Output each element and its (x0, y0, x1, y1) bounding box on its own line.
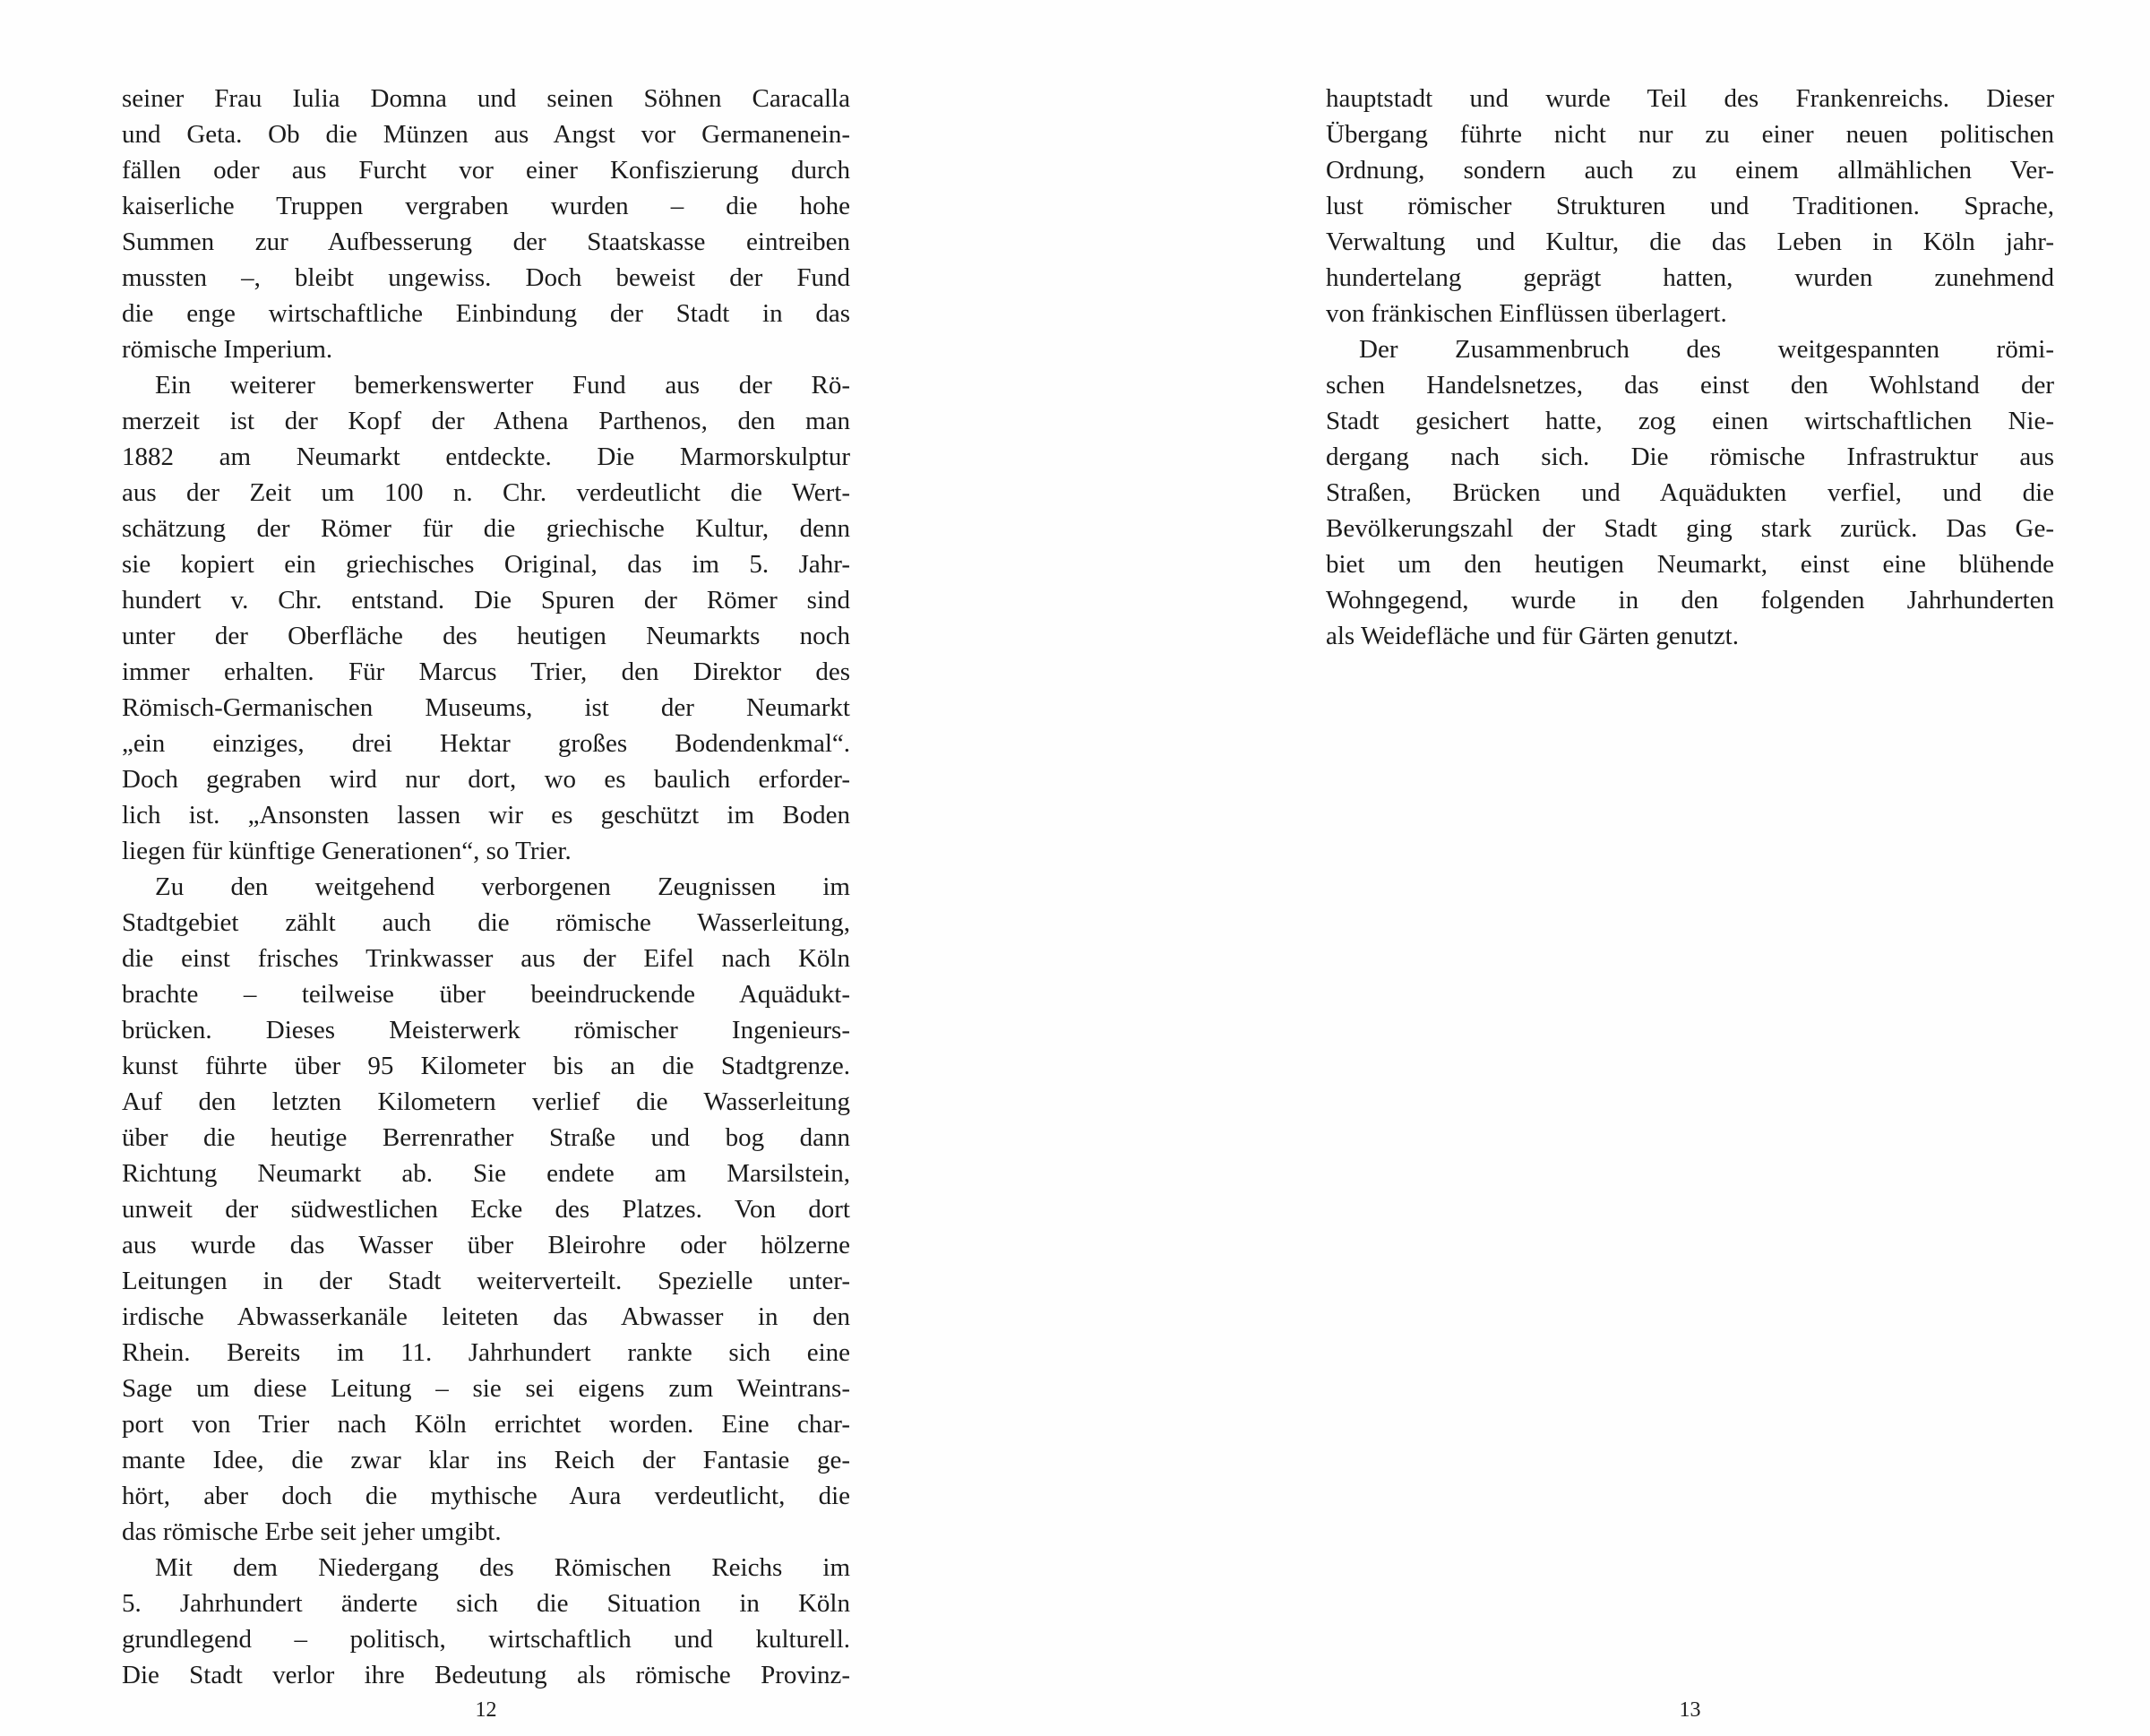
text-line: Wohngegend, wurde in den folgenden Jahrhunderten (1326, 586, 2054, 614)
text-line: mante Idee, die zwar klar ins Reich der Fantasie ge- (122, 1446, 850, 1474)
text-line: biet um den heutigen Neumarkt, einst eine blühende (1326, 550, 2054, 579)
text-line: Mit dem Niedergang des Römischen Reichs im (155, 1553, 850, 1582)
text-line: Verwaltung und Kultur, die das Leben in Köln jahr- (1326, 228, 2054, 256)
paragraph (122, 81, 850, 367)
text-line: Auf den letzten Kilometern verlief die Wasserleitung (122, 1087, 850, 1116)
page-number-right: 13 (1679, 1698, 1701, 1722)
text-line: brachte – teilweise über beeindruckende Aquädukt- (122, 980, 850, 1009)
text-line: über die heutige Berrenrather Straße und bog dann (122, 1123, 850, 1152)
text-line: Leitungen in der Stadt weiterverteilt. Spezielle unter- (122, 1267, 850, 1295)
text-line: brücken. Dieses Meisterwerk römischer Ingenieurs- (122, 1016, 850, 1044)
text-line: merzeit ist der Kopf der Athena Parthenos, den man (122, 407, 850, 435)
text-line: dergang nach sich. Die römische Infrastruktur aus (1326, 443, 2054, 471)
text-line: Ein weiterer bemerkenswerter Fund aus der Rö- (155, 371, 850, 400)
text-line: sie kopiert ein griechisches Original, das im 5. Jahr- (122, 550, 850, 579)
text-line: 1882 am Neumarkt entdeckte. Die Marmorskulptur (122, 443, 850, 471)
text-line: kunst führte über 95 Kilometer bis an die Stadtgrenze. (122, 1052, 850, 1080)
text-line: Römisch-Germanischen Museums, ist der Neumarkt (122, 693, 850, 722)
text-line: Summen zur Aufbesserung der Staatskasse eintreiben (122, 228, 850, 256)
paragraph (1326, 331, 2054, 654)
text-line: das römische Erbe seit jeher umgibt. (122, 1517, 502, 1546)
text-line: und Geta. Ob die Münzen aus Angst vor Germanenein- (122, 120, 850, 149)
text-line: Rhein. Bereits im 11. Jahrhundert rankte sich eine (122, 1338, 850, 1367)
text-line: aus der Zeit um 100 n. Chr. verdeutlicht die Wert- (122, 478, 850, 507)
text-line: Straßen, Brücken und Aquädukten verfiel, und die (1326, 478, 2054, 507)
text-line: Übergang führte nicht nur zu einer neuen politischen (1326, 120, 2054, 149)
text-line: Bevölkerungszahl der Stadt ging stark zurück. Das Ge- (1326, 514, 2054, 543)
text-line: Sage um diese Leitung – sie sei eigens zum Weintrans- (122, 1374, 850, 1403)
page-number-left: 12 (475, 1698, 497, 1722)
text-line: hört, aber doch die mythische Aura verdeutlicht, die (122, 1482, 850, 1510)
text-line: fällen oder aus Furcht vor einer Konfiszierung durch (122, 156, 850, 185)
text-line: „ein einziges, drei Hektar großes Bodendenkmal“. (122, 729, 850, 758)
text-line: hundertelang geprägt hatten, wurden zunehmend (1326, 263, 2054, 292)
text-line: aus wurde das Wasser über Bleirohre oder hölzerne (122, 1231, 850, 1259)
text-line: Stadtgebiet zählt auch die römische Wasserleitung, (122, 908, 850, 937)
text-line: mussten –, bleibt ungewiss. Doch beweist der Fund (122, 263, 850, 292)
page-right (1075, 0, 2150, 1736)
text-line: unweit der südwestlichen Ecke des Platzes. Von dort (122, 1195, 850, 1224)
paragraph (122, 869, 850, 1550)
text-line: die enge wirtschaftliche Einbindung der Stadt in das (122, 299, 850, 328)
text-line: unter der Oberfläche des heutigen Neumarkts noch (122, 622, 850, 650)
text-line: Zu den weitgehend verborgenen Zeugnissen im (155, 872, 850, 901)
text-line: irdische Abwasserkanäle leiteten das Abwasser in den (122, 1302, 850, 1331)
text-line: liegen für künftige Generationen“, so Trier. (122, 837, 572, 865)
text-line: seiner Frau Iulia Domna und seinen Söhnen Caracalla (122, 84, 850, 113)
text-line: Der Zusammenbruch des weitgespannten römi- (1359, 335, 2054, 364)
right-text-column (1326, 81, 2054, 654)
text-line: hauptstadt und wurde Teil des Frankenreichs. Dieser (1326, 84, 2054, 113)
paragraph (1326, 81, 2054, 331)
text-line: kaiserliche Truppen vergraben wurden – die hohe (122, 192, 850, 220)
text-line: schen Handelsnetzes, das einst den Wohlstand der (1326, 371, 2054, 400)
text-line: als Weidefläche und für Gärten genutzt. (1326, 622, 1739, 650)
text-line: von fränkischen Einflüssen überlagert. (1326, 299, 1727, 328)
left-text-column (122, 81, 850, 1693)
text-line: die einst frisches Trinkwasser aus der Eifel nach Köln (122, 944, 850, 973)
text-line: lust römischer Strukturen und Traditionen. Sprache, (1326, 192, 2054, 220)
text-line: grundlegend – politisch, wirtschaftlich und kulturell. (122, 1625, 850, 1654)
text-line: 5. Jahrhundert änderte sich die Situation in Köln (122, 1589, 850, 1618)
text-line: römische Imperium. (122, 335, 333, 364)
text-line: Richtung Neumarkt ab. Sie endete am Marsilstein, (122, 1159, 850, 1188)
paragraph (122, 1550, 850, 1693)
text-line: lich ist. „Ansonsten lassen wir es geschützt im Boden (122, 801, 850, 829)
text-line: immer erhalten. Für Marcus Trier, den Direktor des (122, 657, 850, 686)
text-line: port von Trier nach Köln errichtet worden. Eine char- (122, 1410, 850, 1439)
text-line: Ordnung, sondern auch zu einem allmählichen Ver- (1326, 156, 2054, 185)
text-line: hundert v. Chr. entstand. Die Spuren der Römer sind (122, 586, 850, 614)
text-line: schätzung der Römer für die griechische Kultur, denn (122, 514, 850, 543)
paragraph (122, 367, 850, 869)
text-line: Doch gegraben wird nur dort, wo es baulich erforder- (122, 765, 850, 794)
text-line: Die Stadt verlor ihre Bedeutung als römische Provinz- (122, 1661, 850, 1689)
text-line: Stadt gesichert hatte, zog einen wirtschaftlichen Nie- (1326, 407, 2054, 435)
